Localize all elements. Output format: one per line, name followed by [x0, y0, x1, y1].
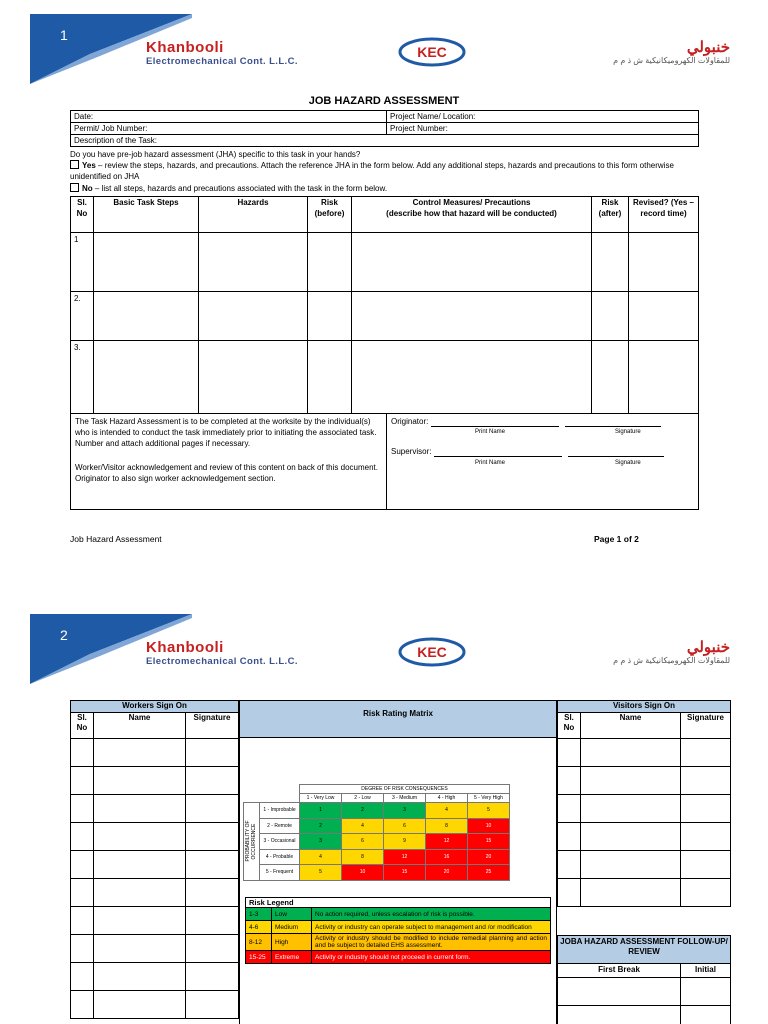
company-name: Khanbooli [146, 39, 224, 56]
footer-page-number: Page 1 of 2 [594, 534, 639, 544]
risk-score-cell: 10 [342, 865, 384, 881]
consequence-label: 1 - Very Low [300, 794, 342, 803]
sl-cell[interactable] [558, 767, 581, 795]
yes-checkbox[interactable] [70, 160, 79, 169]
arabic-company-name [613, 40, 730, 65]
signoff-table [70, 413, 699, 510]
steps-cell[interactable] [94, 292, 199, 341]
name-cell[interactable] [94, 767, 186, 795]
acknowledgement-note: Worker/Visitor acknowledgement and review of this content on back of this document. Originator to also sign worker acknowledgement section. [75, 463, 378, 483]
page-number: 1 [60, 27, 68, 43]
risk-matrix-title: Risk Rating Matrix [239, 700, 557, 738]
first-break-cell[interactable] [558, 1006, 681, 1024]
risk-score-cell: 20 [426, 865, 468, 881]
svg-text:KEC: KEC [417, 44, 447, 60]
signature-cell[interactable] [681, 851, 731, 879]
followup-review-table [557, 935, 731, 1024]
supervisor-signature-field[interactable] [568, 456, 664, 457]
legend-range: 4-6 [246, 921, 272, 934]
risk-legend [245, 897, 551, 964]
legend-text: Activity or industry should be modified to include remedial planning and action and be subject to detailed EHS assessment. [312, 934, 551, 951]
company-logo-text [146, 40, 298, 67]
risk-score-cell: 4 [342, 818, 384, 834]
risk-score-cell: 12 [426, 834, 468, 850]
company-subtitle: Electromechanical Cont. L.L.C. [146, 656, 298, 667]
signature-cell[interactable] [681, 823, 731, 851]
signature-cell[interactable] [681, 795, 731, 823]
sl-cell[interactable] [71, 963, 94, 991]
permit-field[interactable]: Permit/ Job Number: [71, 123, 387, 135]
company-subtitle: Electromechanical Cont. L.L.C. [146, 56, 298, 67]
sl-cell[interactable] [71, 795, 94, 823]
risk-score-cell: 5 [300, 865, 342, 881]
probability-label: 1 - Improbable [260, 803, 300, 819]
table-row [558, 851, 731, 879]
risk-after-cell[interactable] [592, 292, 629, 341]
arabic-subtitle: للمقاولات الكهروميكانيكية ش ذ م م [613, 56, 730, 65]
name-cell[interactable] [94, 823, 186, 851]
instructions-cell [71, 414, 387, 510]
probability-title [244, 803, 260, 881]
sl-cell[interactable] [558, 851, 581, 879]
name-cell[interactable] [581, 739, 681, 767]
page-header [0, 600, 768, 682]
arabic-company-name [613, 640, 730, 665]
legend-row [246, 921, 551, 934]
date-field[interactable]: Date: [71, 111, 387, 123]
sl-cell[interactable] [71, 935, 94, 963]
risk-score-cell: 20 [468, 849, 510, 865]
name-cell[interactable] [94, 963, 186, 991]
description-field[interactable]: Description of the Task: [71, 135, 699, 147]
table-row [558, 795, 731, 823]
consequence-label: 5 - Very High [468, 794, 510, 803]
table-row [71, 739, 239, 767]
legend-text: Activity or industry can operate subject to management and /or modification [312, 921, 551, 934]
risk-score-cell: 10 [468, 818, 510, 834]
name-cell[interactable] [94, 907, 186, 935]
matrix-row [244, 865, 510, 881]
name-cell[interactable] [581, 879, 681, 907]
legend-text: Activity or industry should not proceed in current form. [312, 951, 551, 964]
sl-cell[interactable] [558, 795, 581, 823]
name-cell[interactable] [581, 823, 681, 851]
risk-score-cell: 16 [426, 849, 468, 865]
consequence-label: 3 - Medium [384, 794, 426, 803]
sl-cell[interactable] [71, 879, 94, 907]
table-row [71, 907, 239, 935]
consequence-label: 4 - High [426, 794, 468, 803]
followup-title: JOBA HAZARD ASSESSMENT FOLLOW-UP/ REVIEW [558, 936, 731, 964]
signature-label: Signature [615, 460, 641, 466]
signature-label: Signature [615, 429, 641, 435]
row-number: 2. [71, 292, 94, 341]
risk-score-cell: 2 [342, 803, 384, 819]
consequence-label: 2 - Low [342, 794, 384, 803]
table-row [71, 991, 239, 1019]
signature-cell[interactable] [186, 795, 239, 823]
risk-legend-title: Risk Legend [246, 898, 551, 908]
probability-title-text: PROBABILITY OF OCCURRENCE [244, 820, 257, 862]
initial-label: Initial [681, 964, 731, 978]
name-cell[interactable] [94, 851, 186, 879]
matrix-row [244, 803, 510, 819]
visitors-sign-on-table [557, 700, 731, 907]
kec-logo-icon [398, 36, 468, 68]
risk-score-cell: 8 [426, 818, 468, 834]
hazards-cell[interactable] [199, 341, 308, 414]
yes-label: Yes [82, 161, 96, 170]
risk-after-cell[interactable] [592, 233, 629, 292]
legend-level: High [272, 934, 312, 951]
signature-cell[interactable] [186, 907, 239, 935]
first-break-label: First Break [558, 964, 681, 978]
legend-range: 1-3 [246, 908, 272, 921]
signature-cell[interactable] [681, 739, 731, 767]
signature-cell[interactable] [681, 879, 731, 907]
sl-cell[interactable] [71, 823, 94, 851]
print-name-label: Print Name [475, 429, 506, 435]
task-steps-table [70, 196, 699, 414]
col-control-title: Control Measures/ Precautions [412, 198, 531, 207]
col-risk-after: Risk (after) [592, 197, 629, 233]
col-sl: Sl. No [558, 713, 581, 739]
name-cell[interactable] [581, 767, 681, 795]
arabic-name: خنبولي [686, 39, 730, 56]
risk-after-cell[interactable] [592, 341, 629, 414]
revised-cell[interactable] [629, 341, 699, 414]
col-sl: Sl. No [71, 197, 94, 233]
kec-logo-icon [398, 636, 468, 668]
legend-row [246, 934, 551, 951]
sl-cell[interactable] [558, 879, 581, 907]
col-revised: Revised? (Yes – record time) [629, 197, 699, 233]
sl-cell[interactable] [71, 767, 94, 795]
svg-text:KEC: KEC [417, 644, 447, 660]
name-cell[interactable] [94, 991, 186, 1019]
col-signature: Signature [681, 713, 731, 739]
col-sl: Sl. No [71, 713, 94, 739]
probability-label: 4 - Probable [260, 849, 300, 865]
table-row [558, 767, 731, 795]
revised-cell[interactable] [629, 292, 699, 341]
probability-label: 3 - Occasional [260, 834, 300, 850]
risk-score-cell: 4 [426, 803, 468, 819]
arabic-subtitle: للمقاولات الكهروميكانيكية ش ذ م م [613, 656, 730, 665]
name-cell[interactable] [581, 795, 681, 823]
col-control [352, 197, 592, 233]
initial-cell[interactable] [681, 978, 731, 1006]
page-number: 2 [60, 627, 68, 643]
table-row [71, 851, 239, 879]
control-cell[interactable] [352, 292, 592, 341]
risk-score-cell: 12 [384, 849, 426, 865]
no-text: – list all steps, hazards and precautions associated with the task in the form below. [92, 184, 388, 193]
yes-text: – review the steps, hazards, and precautions. Attach the reference JHA in the form below. Add any additional steps, hazards and precautions to this form otherwise unidentified on JHA [70, 161, 674, 181]
col-risk-before: Risk (before) [308, 197, 352, 233]
originator-signature-field[interactable] [565, 426, 661, 427]
risk-score-cell: 15 [468, 834, 510, 850]
probability-label: 5 - Frequent [260, 865, 300, 881]
row-number: 3. [71, 341, 94, 414]
col-name: Name [581, 713, 681, 739]
risk-score-cell: 2 [300, 818, 342, 834]
workers-title: Workers Sign On [71, 701, 239, 713]
table-row [71, 963, 239, 991]
no-option [70, 183, 700, 194]
table-row [71, 879, 239, 907]
revised-cell[interactable] [629, 233, 699, 292]
name-cell[interactable] [94, 739, 186, 767]
table-row [558, 739, 731, 767]
hazards-cell[interactable] [199, 233, 308, 292]
supervisor-line [391, 446, 691, 457]
arabic-name: خنبولي [686, 639, 730, 656]
legend-range: 8-12 [246, 934, 272, 951]
risk-score-cell: 4 [300, 849, 342, 865]
col-control-sub: (describe how that hazard will be conducted) [386, 209, 557, 218]
risk-matrix-panel [239, 738, 557, 1024]
yes-option [70, 160, 700, 182]
risk-score-cell: 3 [384, 803, 426, 819]
footer-document-name: Job Hazard Assessment [70, 534, 162, 544]
table-row [71, 767, 239, 795]
risk-score-cell: 6 [384, 818, 426, 834]
project-number-field[interactable]: Project Number: [387, 123, 699, 135]
risk-score-cell: 9 [384, 834, 426, 850]
consequence-title: DEGREE OF RISK CONSEQUENCES [300, 785, 510, 794]
risk-rating-matrix [243, 784, 510, 881]
risk-before-cell[interactable] [308, 292, 352, 341]
supervisor-label: Supervisor: [391, 447, 432, 456]
table-row [71, 233, 699, 292]
supervisor-name-field[interactable] [434, 456, 562, 457]
legend-level: Medium [272, 921, 312, 934]
table-row [71, 292, 699, 341]
page-header [0, 0, 768, 82]
risk-score-cell: 3 [300, 834, 342, 850]
table-row [71, 341, 699, 414]
table-row [558, 823, 731, 851]
control-cell[interactable] [352, 233, 592, 292]
project-name-field[interactable]: Project Name/ Location: [387, 111, 699, 123]
legend-range: 15-25 [246, 951, 272, 964]
table-row [558, 1006, 731, 1024]
jha-question: Do you have pre-job hazard assessment (JHA) specific to this task in your hands? [70, 150, 361, 159]
sl-cell[interactable] [71, 851, 94, 879]
risk-score-cell: 5 [468, 803, 510, 819]
col-hazards: Hazards [199, 197, 308, 233]
legend-level: Low [272, 908, 312, 921]
table-row [71, 935, 239, 963]
col-name: Name [94, 713, 186, 739]
risk-before-cell[interactable] [308, 233, 352, 292]
risk-score-cell: 6 [342, 834, 384, 850]
company-name: Khanbooli [146, 639, 224, 656]
signature-cell[interactable] [186, 851, 239, 879]
sl-cell[interactable] [558, 823, 581, 851]
signature-cell[interactable] [681, 767, 731, 795]
row-number: 1 [71, 233, 94, 292]
signature-cell[interactable] [186, 879, 239, 907]
signature-cell[interactable] [186, 739, 239, 767]
legend-text: No action required, unless escalation of risk is possible. [312, 908, 551, 921]
visitors-title: Visitors Sign On [558, 701, 731, 713]
print-name-label: Print Name [475, 460, 506, 466]
first-break-cell[interactable] [558, 978, 681, 1006]
steps-cell[interactable] [94, 233, 199, 292]
name-cell[interactable] [94, 935, 186, 963]
workers-sign-on-table [70, 700, 239, 1019]
signature-cell[interactable] [186, 823, 239, 851]
risk-score-cell: 15 [384, 865, 426, 881]
legend-row [246, 908, 551, 921]
col-signature: Signature [186, 713, 239, 739]
sl-cell[interactable] [71, 991, 94, 1019]
page-2 [0, 600, 768, 1024]
no-label: No [82, 184, 93, 193]
legend-level: Extreme [272, 951, 312, 964]
signature-cell[interactable] [186, 963, 239, 991]
table-row [558, 879, 731, 907]
legend-row [246, 951, 551, 964]
task-info-table [70, 110, 699, 147]
col-steps: Basic Task Steps [94, 197, 199, 233]
table-row [558, 978, 731, 1006]
matrix-row [244, 834, 510, 850]
steps-cell[interactable] [94, 341, 199, 414]
name-cell[interactable] [581, 851, 681, 879]
company-logo-text [146, 640, 298, 667]
originator-line [391, 416, 691, 427]
matrix-row [244, 849, 510, 865]
table-row [71, 795, 239, 823]
no-checkbox[interactable] [70, 183, 79, 192]
hazards-cell[interactable] [199, 292, 308, 341]
name-cell[interactable] [94, 879, 186, 907]
initial-cell[interactable] [681, 1006, 731, 1024]
signature-cell[interactable] [186, 991, 239, 1019]
risk-before-cell[interactable] [308, 341, 352, 414]
signature-cell[interactable] [186, 935, 239, 963]
name-cell[interactable] [94, 795, 186, 823]
instructions-note: The Task Hazard Assessment is to be completed at the worksite by the individual(s) who is intended to conduct the task immediately prior to initiating the associated task. Number and attach additional pages if necessary. [75, 417, 377, 448]
control-cell[interactable] [352, 341, 592, 414]
matrix-row [244, 818, 510, 834]
document-title: JOB HAZARD ASSESSMENT [308, 95, 460, 107]
sl-cell[interactable] [71, 739, 94, 767]
signature-cell[interactable] [186, 767, 239, 795]
sl-cell[interactable] [71, 907, 94, 935]
risk-score-cell: 25 [468, 865, 510, 881]
table-row [71, 823, 239, 851]
sl-cell[interactable] [558, 739, 581, 767]
signatures-cell [387, 414, 699, 510]
risk-score-cell: 8 [342, 849, 384, 865]
originator-label: Originator: [391, 417, 429, 426]
probability-label: 2 - Remote [260, 818, 300, 834]
risk-score-cell: 1 [300, 803, 342, 819]
